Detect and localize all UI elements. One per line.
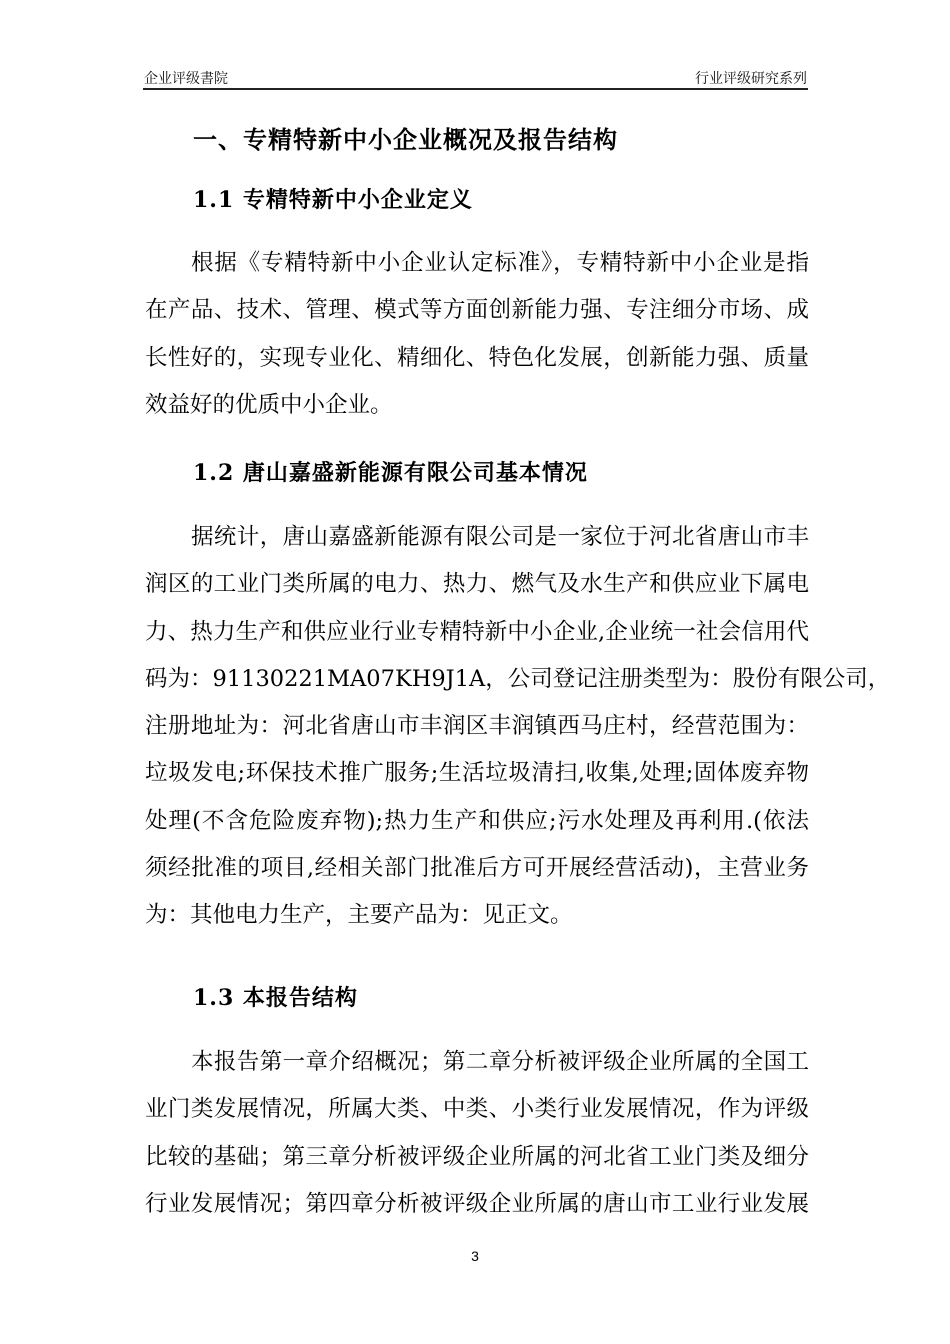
paragraph-line: 力、热力生产和供应业行业专精特新中小企业,企业统一社会信用代 — [145, 618, 809, 645]
paragraph-line: 长性好的，实现专业化、精细化、特色化发展，创新能力强、质量 — [145, 344, 809, 371]
paragraph-line: 码为：91130221MA07KH9J1A，公司登记注册类型为：股份有限公司， — [145, 665, 891, 692]
paragraph-line: 润区的工业门类所属的电力、热力、燃气及水生产和供应业下属电 — [145, 571, 809, 598]
paragraph-line: 须经批准的项目,经相关部门批准后方可开展经营活动)，主营业务 — [145, 855, 809, 882]
paragraph-line: 注册地址为：河北省唐山市丰润区丰润镇西马庄村，经营范围为： — [145, 713, 809, 740]
paragraph-line: 效益好的优质中小企业。 — [145, 391, 393, 418]
header-left-text: 企业评级書院 — [144, 70, 228, 86]
paragraph-line: 行业发展情况；第四章分析被评级企业所属的唐山市工业行业发展 — [145, 1190, 809, 1217]
paragraph-line: 根据《专精特新中小企业认定标准》，专精特新中小企业是指 — [191, 250, 809, 276]
section-1-2-paragraph — [145, 514, 891, 940]
paragraph-line: 在产品、技术、管理、模式等方面创新能力强、专注细分市场、成 — [145, 297, 809, 324]
paragraph-line: 比较的基础；第三章分析被评级企业所属的河北省工业门类及细分 — [145, 1143, 809, 1170]
page-number: 3 — [471, 1248, 479, 1264]
section-1-1-paragraph — [145, 240, 809, 429]
paragraph-line: 为：其他电力生产，主要产品为：见正文。 — [145, 902, 573, 929]
chapter-title: 一、专精特新中小企业概况及报告结构 — [193, 125, 618, 154]
paragraph-line: 垃圾发电;环保技术推广服务;生活垃圾清扫,收集,处理;固体废弃物 — [145, 760, 809, 787]
header-right-text: 行业评级研究系列 — [695, 70, 807, 86]
section-1-3-paragraph — [145, 1039, 809, 1228]
paragraph-line: 业门类发展情况，所属大类、中类、小类行业发展情况，作为评级 — [145, 1096, 809, 1123]
paragraph-line: 处理(不含危险废弃物);热力生产和供应;污水处理及再利用.(依法 — [145, 807, 809, 834]
section-heading-1-3: 1.3 本报告结构 — [193, 985, 358, 1011]
paragraph-line: 据统计，唐山嘉盛新能源有限公司是一家位于河北省唐山市丰 — [191, 524, 809, 550]
section-heading-1-2: 1.2 唐山嘉盛新能源有限公司基本情况 — [193, 460, 588, 486]
header-divider — [143, 88, 808, 90]
section-heading-1-1: 1.1 专精特新中小企业定义 — [193, 187, 473, 213]
paragraph-line: 本报告第一章介绍概况；第二章分析被评级企业所属的全国工 — [191, 1049, 809, 1075]
